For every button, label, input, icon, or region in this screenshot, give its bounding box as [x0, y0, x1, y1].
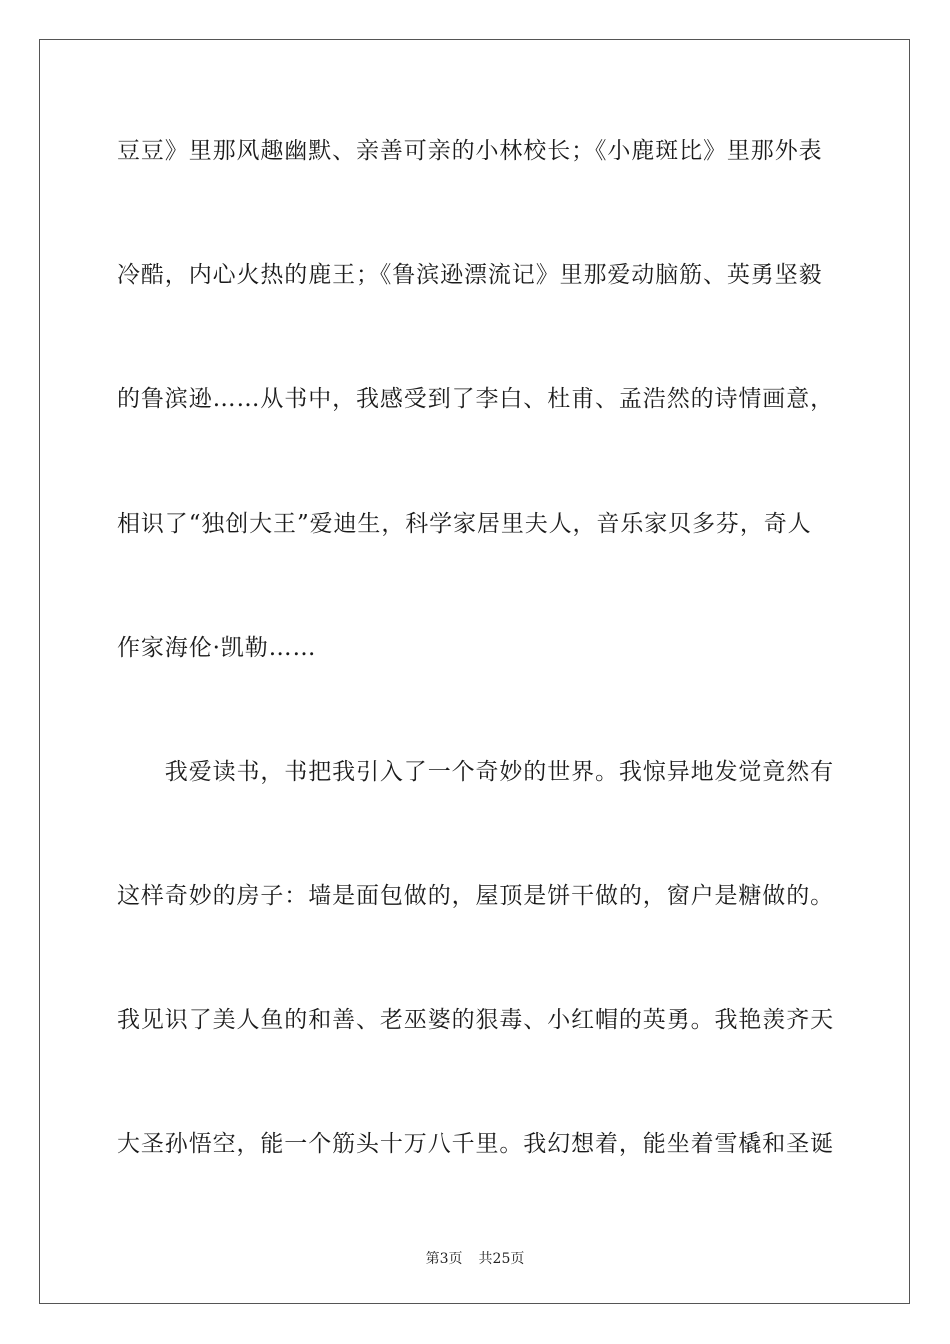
text-line: 相识了“独创大王”爱迪生，科学家居里夫人，音乐家贝多芬，奇人: [117, 511, 812, 537]
text-line: 豆豆》里那风趣幽默、亲善可亲的小林校长；《小鹿斑比》里那外表: [117, 138, 823, 164]
paragraph-start-line: 我爱读书，书把我引入了一个奇妙的世界。我惊异地发觉竟然有: [117, 759, 834, 785]
page-border: [39, 39, 910, 1304]
page-footer: [0, 1248, 950, 1268]
page-total: 共25页: [478, 1251, 525, 1267]
text-line: 大圣孙悟空，能一个筋头十万八千里。我幻想着，能坐着雪橇和圣诞: [117, 1131, 834, 1157]
page-number: 第3页: [425, 1251, 463, 1267]
text-line: 这样奇妙的房子：墙是面包做的，屋顶是饼干做的，窗户是糖做的。: [117, 883, 834, 909]
text-line: 作家海伦·凯勒……: [117, 635, 317, 661]
text-line: 我见识了美人鱼的和善、老巫婆的狠毒、小红帽的英勇。我艳羡齐天: [117, 1007, 834, 1033]
text-line: 的鲁滨逊……从书中，我感受到了李白、杜甫、孟浩然的诗情画意，: [117, 386, 834, 412]
text-line: 冷酷，内心火热的鹿王；《鲁滨逊漂流记》里那爱动脑筋、英勇坚毅: [117, 262, 823, 288]
